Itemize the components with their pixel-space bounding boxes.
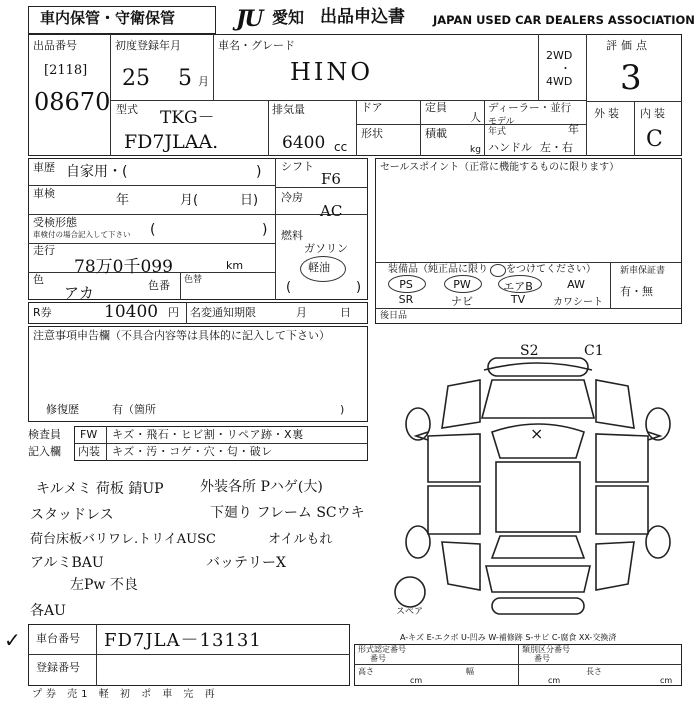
- drive-4wd-label: 4WD: [546, 75, 573, 88]
- shaken-year: 年: [116, 193, 130, 208]
- equip-hint: をつけてください）: [506, 264, 596, 275]
- reg-label: 登録番号: [36, 661, 80, 674]
- note-line1-a: キルメミ 荷板 錆UP: [36, 481, 164, 497]
- listing-number-label: 出品番号: [33, 39, 77, 52]
- receipt-close: ): [262, 222, 268, 238]
- equip-navi: ナビ: [451, 295, 473, 308]
- mileage-value: 78万0千099: [74, 257, 173, 277]
- left-rear-door: [428, 486, 480, 534]
- fuel-open: (: [286, 280, 292, 295]
- rear-glass: [492, 536, 584, 558]
- first-reg-month-unit: 月: [198, 75, 209, 88]
- drive-dot: ・: [560, 62, 571, 75]
- interior-score: C: [646, 127, 663, 152]
- category-label: 類別区分番号: [522, 645, 570, 654]
- chassis-label: 車台番号: [36, 632, 80, 645]
- score-label: 評価点: [606, 39, 651, 52]
- height-unit: cm: [410, 676, 423, 685]
- warranty-label: 新車保証書: [620, 266, 666, 276]
- damage-legend: A-キズ E-エクボ U-凹み W-補修跡 S-サビ C-腐食 XX-交換済: [400, 633, 617, 642]
- model-label: 型式: [116, 103, 138, 116]
- model-code: FD7JLAA.: [124, 131, 219, 153]
- fuel-label: 燃料: [281, 229, 303, 242]
- fuel-close: ): [356, 280, 362, 295]
- shift-value: F6: [321, 170, 341, 188]
- inspector-label: 検査員: [28, 428, 61, 441]
- color-change-label: 色替: [184, 275, 203, 285]
- score-value: 3: [620, 58, 642, 98]
- category-number-label: 番号: [534, 654, 550, 663]
- left-rear-wheel: [406, 526, 430, 558]
- note-line3-b: オイルもれ: [268, 532, 333, 547]
- front-bumper: [488, 358, 588, 376]
- note-line2-b: 下廻り フレーム SCウキ: [210, 505, 365, 521]
- warranty-value: 有・無: [620, 285, 653, 298]
- notice-month: 月: [296, 306, 307, 319]
- recycle-value: 10400: [104, 302, 159, 322]
- door-label: ドア: [361, 101, 383, 114]
- interior-items: キズ・汚・コゲ・穴・匂・破レ: [112, 445, 273, 458]
- listing-number-code: [2118]: [44, 63, 88, 78]
- equip-airbag: エアB: [503, 280, 533, 293]
- entry-label: 記入欄: [28, 445, 61, 458]
- form-cert-label: 形式認定番号: [358, 645, 406, 654]
- first-reg-month: 5: [178, 66, 192, 91]
- width-label: 幅: [466, 667, 474, 676]
- car-diagram: [388, 336, 688, 636]
- after-label: 後日品: [380, 311, 408, 321]
- model-year-label: モデル 年式: [488, 117, 515, 137]
- form-title: 出品申込書: [320, 7, 405, 27]
- listing-number: 08670: [34, 88, 111, 116]
- history-label: 車歴: [33, 161, 55, 174]
- note-line4-b: バッテリーX: [206, 555, 286, 571]
- kg-unit: kg: [470, 145, 481, 155]
- displacement-value: 6400: [282, 133, 326, 153]
- handle-label: ハンドル: [488, 141, 532, 154]
- color-label: 色: [33, 273, 44, 286]
- dealer-label: ディーラー・並行: [488, 102, 572, 114]
- fuel-gas: ガソリン: [304, 242, 348, 255]
- note-line6: 各AU: [30, 603, 66, 619]
- ac-value: AC: [320, 202, 343, 220]
- height-label: 高さ: [358, 667, 374, 676]
- exterior-label: 外装: [594, 107, 622, 120]
- interior-items-label: 内装: [78, 445, 100, 458]
- equip-label: 装備品（純正品に限り: [388, 264, 488, 275]
- fuel-diesel: 軽油: [308, 261, 330, 274]
- form-cert-number-label: 番号: [370, 654, 386, 663]
- damage-mark-s2: S2: [520, 343, 539, 359]
- fw-label: FW: [80, 428, 98, 441]
- right-rear-wheel: [646, 526, 670, 558]
- equip-leather: カワシート: [553, 297, 603, 308]
- person-unit: 人: [470, 111, 481, 124]
- region-label: 愛知: [272, 8, 305, 27]
- ac-label: 冷房: [281, 191, 303, 204]
- notes-label: 注意事項申告欄（不具合内容等は具体的に記入して下さい）: [33, 329, 330, 342]
- shaken-label: 車検: [33, 187, 55, 200]
- drive-2wd-label: 2WD: [546, 49, 573, 62]
- airbag-circle: [498, 275, 542, 293]
- cc-unit: cc: [334, 140, 348, 154]
- width-unit: cm: [548, 676, 561, 685]
- shaken-day: 日): [240, 193, 259, 208]
- history-close: ): [256, 164, 262, 180]
- note-line4-a: アルミBAU: [30, 555, 104, 571]
- left-front-fender: [442, 380, 480, 428]
- load-label: 積載: [425, 127, 447, 140]
- handle-value: 左・右: [540, 141, 573, 154]
- shape-label: 形状: [361, 127, 383, 140]
- length-label: 長さ: [586, 667, 602, 676]
- displacement-label: 排気量: [272, 103, 305, 116]
- shift-label: シフト: [281, 160, 314, 173]
- model-prefix: TKG－: [160, 108, 215, 128]
- note-line5: 左Pw 不良: [70, 577, 138, 593]
- right-front-door: [596, 434, 648, 482]
- note-line2-a: スタッドレス: [30, 507, 114, 523]
- car-name-label: 車名・グレード: [218, 39, 295, 52]
- equip-mark-circle: [490, 264, 506, 277]
- capacity-label: 定員: [425, 101, 447, 114]
- year-unit: 年: [568, 123, 579, 136]
- car-name: HINO: [290, 58, 374, 86]
- ju-logo: JU: [236, 6, 262, 32]
- repair-close: ): [340, 403, 345, 416]
- first-reg-year: 25: [122, 66, 150, 91]
- hood: [482, 380, 594, 418]
- pw-circle: [444, 275, 482, 293]
- ps-circle: [388, 275, 426, 293]
- color-value: アカ: [64, 284, 94, 302]
- name-notice-label: 名変通知期限: [190, 306, 256, 319]
- right-rear-door: [596, 486, 648, 534]
- receipt-open: (: [150, 222, 156, 238]
- bottom-row-labels: プ券 売1 軽 初 ポ 車 完 再: [32, 689, 219, 700]
- receipt-note: 車検付の場合記入して下さい: [33, 230, 131, 239]
- repair-value: 有（箇所: [112, 403, 156, 416]
- note-line1-b: 外装各所 Pハゲ(大): [200, 479, 323, 495]
- equip-aw: AW: [567, 278, 585, 291]
- mileage-label: 走行: [33, 244, 55, 257]
- length-unit: cm: [660, 676, 673, 685]
- damage-mark-x: ×: [530, 424, 544, 443]
- recycle-label: R券: [33, 306, 52, 319]
- right-front-fender: [596, 380, 634, 428]
- spare-label: スペア: [396, 607, 424, 617]
- interior-label: 内装: [640, 107, 668, 120]
- spare-tire: [395, 577, 425, 607]
- storage-label: 車内保管・守衛保管: [40, 9, 176, 27]
- sales-point-label: セールスポイント（正常に機能するものに限ります）: [380, 162, 620, 173]
- km-unit: km: [226, 259, 244, 272]
- roof: [496, 462, 580, 532]
- trunk: [486, 566, 590, 592]
- rear-bumper: [492, 598, 584, 614]
- history-value: 自家用・(: [66, 164, 128, 180]
- shaken-month: 月(: [180, 193, 199, 208]
- equip-sr: SR: [398, 293, 414, 306]
- equip-ps: PS: [399, 278, 413, 291]
- color-no-label: 色番: [148, 279, 170, 292]
- right-rear-fender: [596, 542, 634, 590]
- equip-tv: TV: [510, 293, 526, 306]
- receipt-label: 受検形態: [33, 216, 77, 229]
- fw-items: キズ・飛石・ヒビ割・リペア跡・X裏: [112, 428, 304, 441]
- notice-day: 日: [340, 306, 351, 319]
- repair-label: 修復歴: [46, 403, 79, 416]
- yen-unit: 円: [168, 306, 179, 319]
- damage-mark-c1: C1: [584, 343, 604, 359]
- note-line3-a: 荷台床板バリワレ.トリイAUSC: [30, 532, 216, 547]
- left-rear-fender: [442, 542, 480, 590]
- first-reg-label: 初度登録年月: [115, 39, 181, 52]
- association-label: JAPAN USED CAR DEALERS ASSOCIATION: [433, 13, 695, 27]
- margin-check-mark: ✓: [4, 628, 21, 652]
- chassis-number: FD7JLA－13131: [104, 630, 262, 651]
- equip-pw: PW: [453, 278, 471, 291]
- left-front-door: [428, 434, 480, 482]
